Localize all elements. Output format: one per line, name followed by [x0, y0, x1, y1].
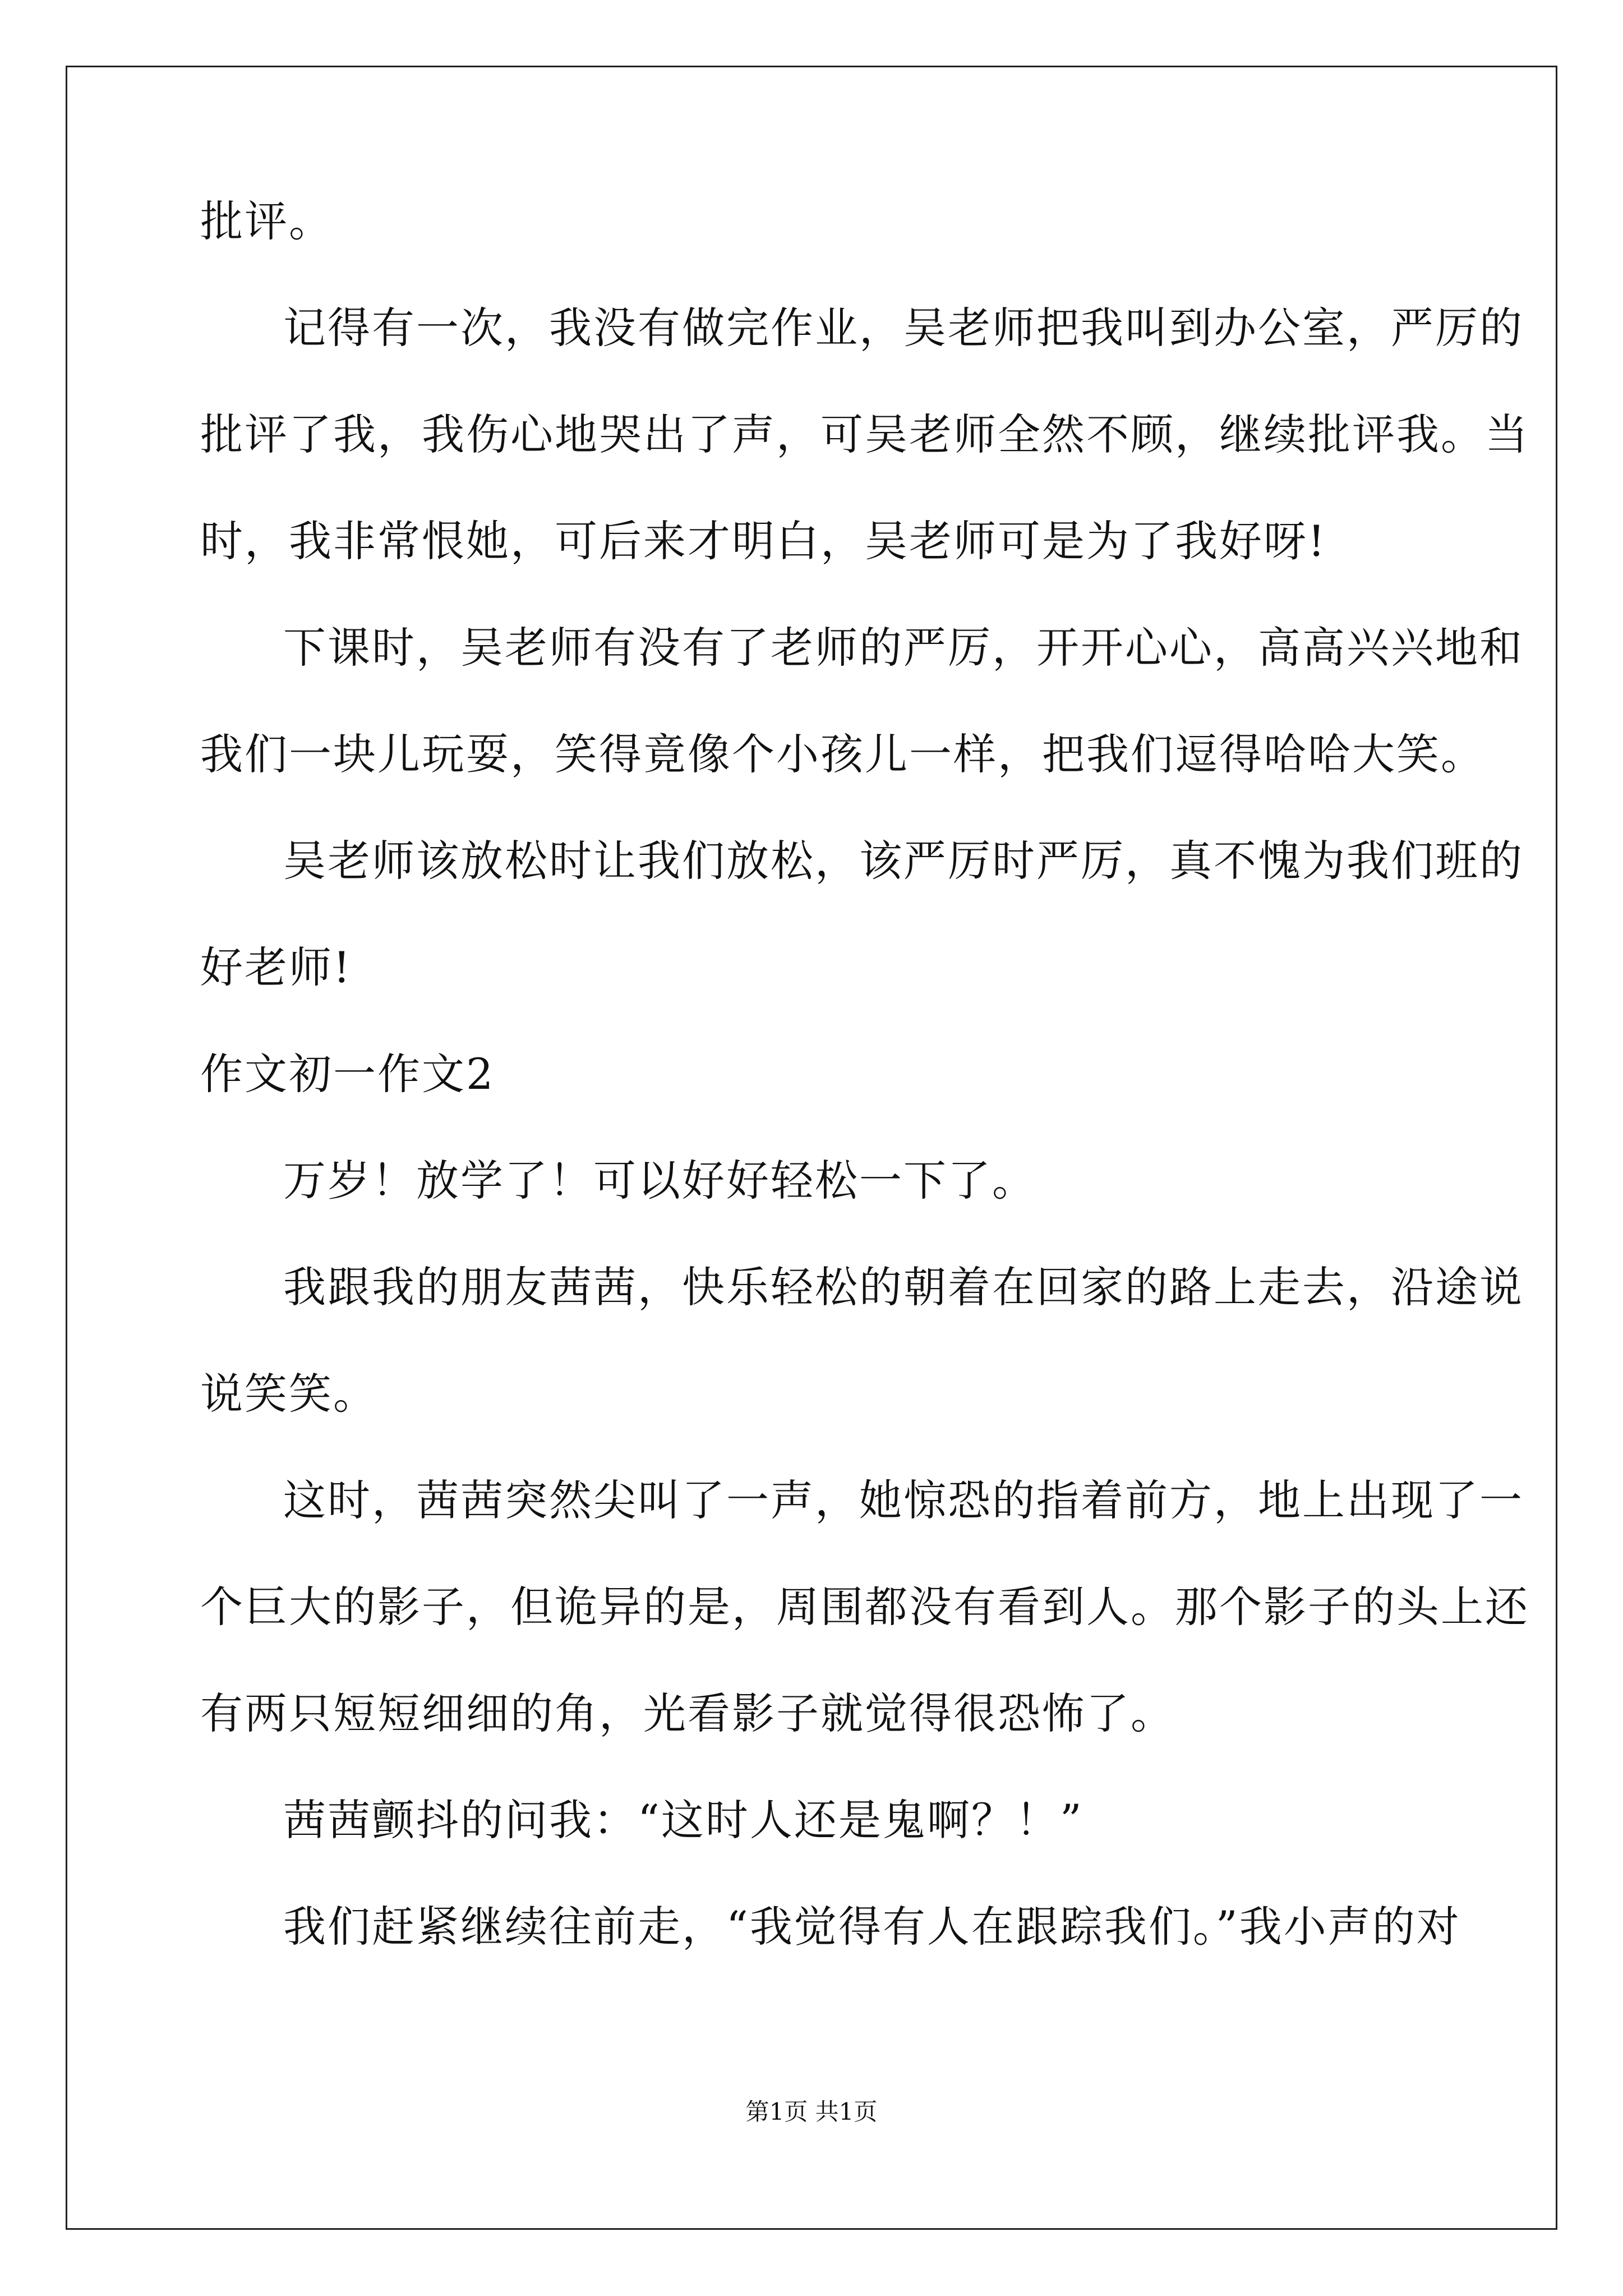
paragraph-first-line: 记得有一次，我没有做完作业，吴老师把我叫到办公室，严厉的	[283, 303, 1524, 353]
paragraph-first-line: 万岁！放学了！可以好好轻松一下了。	[283, 1156, 1036, 1205]
text-line: 批评了我，我伤心地哭出了声，可吴老师全然不顾，继续批评我。当	[200, 409, 1529, 459]
text-line: 时，我非常恨她，可后来才明白，吴老师可是为了我好呀!	[200, 516, 1327, 566]
text-line: 说笑笑。	[200, 1369, 377, 1419]
text-line: 有两只短短细细的角，光看影子就觉得很恐怖了。	[200, 1688, 1175, 1738]
text-line: 我们一块儿玩耍，笑得竟像个小孩儿一样，把我们逗得哈哈大笑。	[200, 729, 1485, 779]
paragraph-first-line: 茜茜颤抖的问我：“这时人还是鬼啊？！”	[283, 1795, 1083, 1845]
page-number-footer: 第1页 共1页	[745, 2098, 878, 2125]
paragraph-first-line: 吴老师该放松时让我们放松，该严厉时严厉，真不愧为我们班的	[283, 836, 1524, 886]
paragraph-first-line: 我跟我的朋友茜茜，快乐轻松的朝着在回家的路上走去，沿途说	[283, 1262, 1524, 1312]
text-line: 批评。	[200, 196, 333, 246]
paragraph-first-line: 这时，茜茜突然尖叫了一声，她惊恐的指着前方，地上出现了一	[283, 1475, 1524, 1525]
paragraph-first-line: 下课时，吴老师有没有了老师的严厉，开开心心，高高兴兴地和	[283, 623, 1524, 673]
text-line: 个巨大的影子，但诡异的是，周围都没有看到人。那个影子的头上还	[200, 1582, 1529, 1632]
section-heading: 作文初一作文2	[200, 1049, 495, 1099]
paragraph-first-line: 我们赶紧继续往前走，“我觉得有人在跟踪我们。”我小声的对	[283, 1902, 1461, 1952]
text-line: 好老师!	[200, 942, 352, 992]
